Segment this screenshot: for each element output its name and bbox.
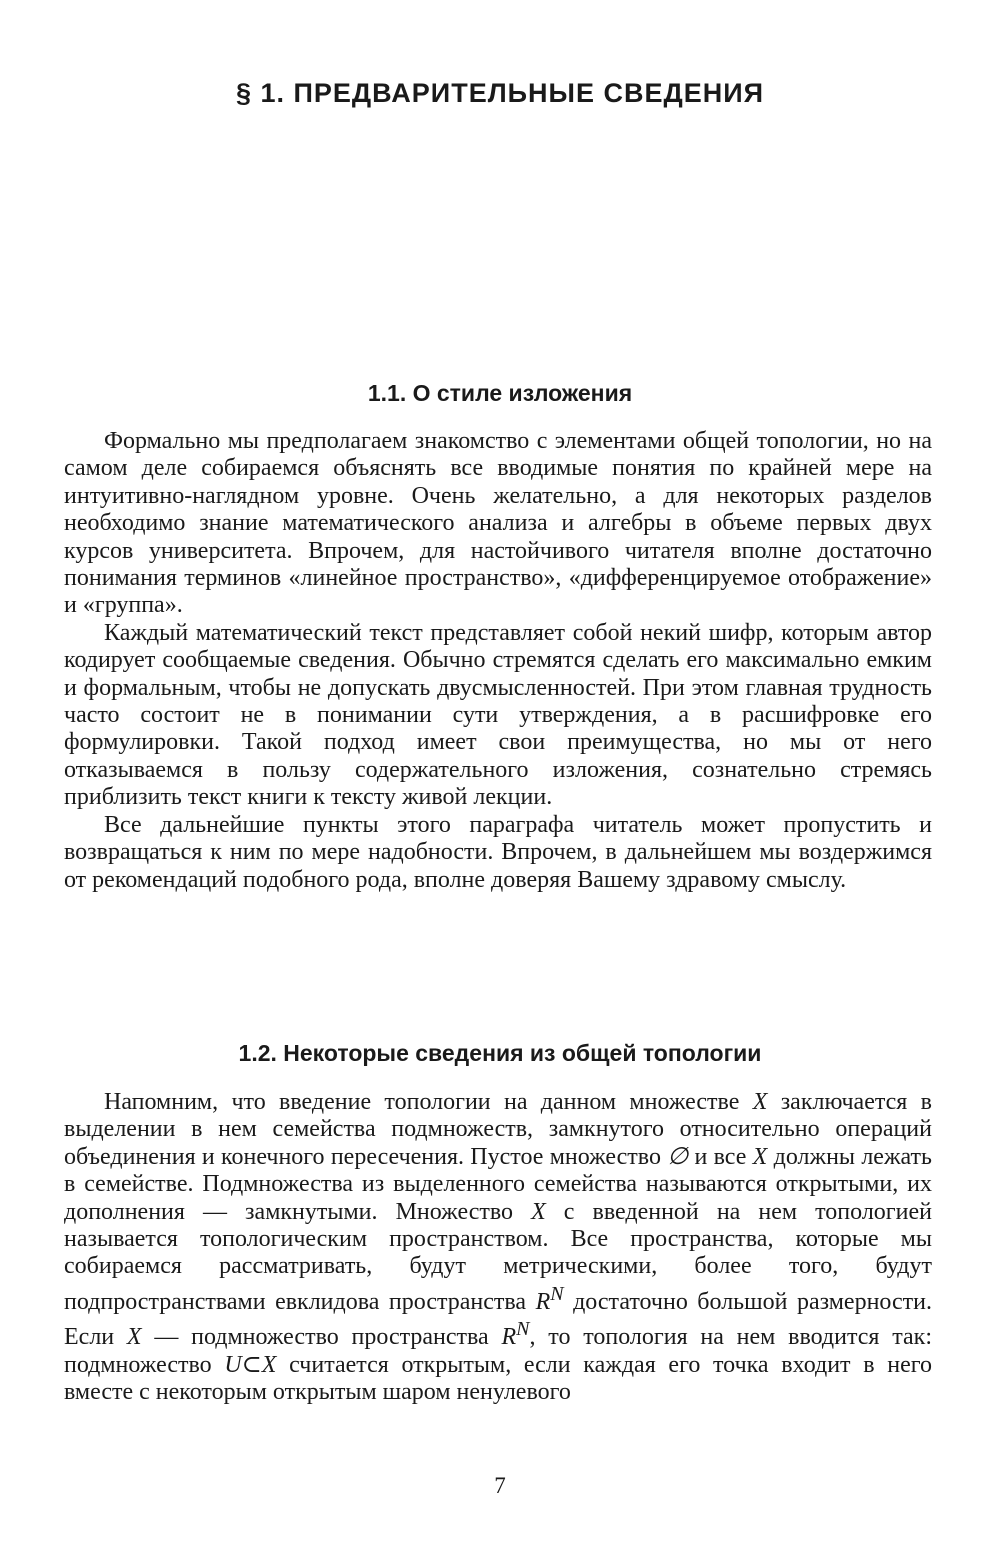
section-topology-body xyxy=(64,1089,932,1406)
section-title-style: 1.1. О стиле изложения xyxy=(367,380,633,406)
text-run: — подмножество пространства xyxy=(141,1324,502,1351)
text-run: достаточно большой размерности. Если xyxy=(64,1288,932,1351)
paragraph: Все дальнейшие пункты этого параграфа читатель может пропустить и возвращаться к ним по мере надобности. Впрочем, в дальнейшем мы воздержимся от рекомендаций подобного рода, вполне доверяя Вашему здравому смыслу. xyxy=(64,811,932,893)
math-symbol: X xyxy=(752,1143,768,1170)
text-run: считается открытым, если каждая его точка входит в него вместе с некоторым открытым шаром ненулевого xyxy=(64,1351,932,1406)
math-symbol: U⊂X xyxy=(224,1351,277,1378)
text-run: должны лежать в семействе. Подмножества из выделенного семейства называются открытыми, их дополнения — замкнутыми. Множество xyxy=(64,1143,932,1225)
paragraph: Формально мы предполагаем знакомство с элементами общей топологии, но на самом деле собираемся объяснять все вводимые понятия по крайней мере на интуитивно-наглядном уровне. Очень желательно, а для некоторых разделов необходимо знание математического анализа и алгебры в объеме первых двух курсов университета. Впрочем, для настойчивого читателя вполне достаточно понимания терминов «линейное пространство», «дифференцируемое отображение» и «группа». xyxy=(64,428,932,619)
text-run: с введенной на нем топологией называется топологическим пространством. Все пространства, которые мы собираемся рассматривать, будут метрическими, более того, будут подпространствами евклидова пространства xyxy=(64,1198,932,1315)
math-superscript: N xyxy=(550,1282,564,1305)
paragraph xyxy=(64,1089,932,1406)
paragraph: Каждый математический текст представляет собой некий шифр, которым автор кодирует сообщаемые сведения. Обычно стремятся сделать его максимально емким и формальным, чтобы не допускать двусмысленностей. При этом главная трудность часто состоит не в понимании сути утверждения, а в расшифровке его формулировки. Такой подход имеет свои преимущества, но мы от него отказываемся в пользу содержательного изложения, сознательно стремясь приблизить текст книги к тексту живой лекции. xyxy=(64,619,932,811)
text-run: Напомним, что введение топологии на данном множестве xyxy=(104,1089,753,1115)
text-run: заключается в выделении в нем семейства подмножеств, замкнутого относительно операций объединения и конечного пересечения. Пустое множество xyxy=(64,1089,932,1170)
text-run: и все xyxy=(688,1143,753,1170)
math-symbol: R xyxy=(535,1288,551,1315)
chapter-title: § 1. ПРЕДВАРИТЕЛЬНЫЕ СВЕДЕНИЯ xyxy=(235,78,765,108)
math-symbol: X xyxy=(531,1198,546,1225)
text-run: , то топология на нем вводится так: подмножество xyxy=(64,1324,932,1378)
math-symbol: X xyxy=(752,1089,768,1115)
math-symbol: X xyxy=(126,1324,142,1351)
math-symbol: R xyxy=(501,1324,517,1351)
math-symbol: ∅ xyxy=(667,1143,689,1170)
page-number: 7 xyxy=(494,1473,506,1498)
section-style-body xyxy=(64,428,932,894)
section-title-topology: 1.2. Некоторые сведения из общей топологии xyxy=(238,1040,762,1066)
math-superscript: N xyxy=(516,1318,530,1341)
